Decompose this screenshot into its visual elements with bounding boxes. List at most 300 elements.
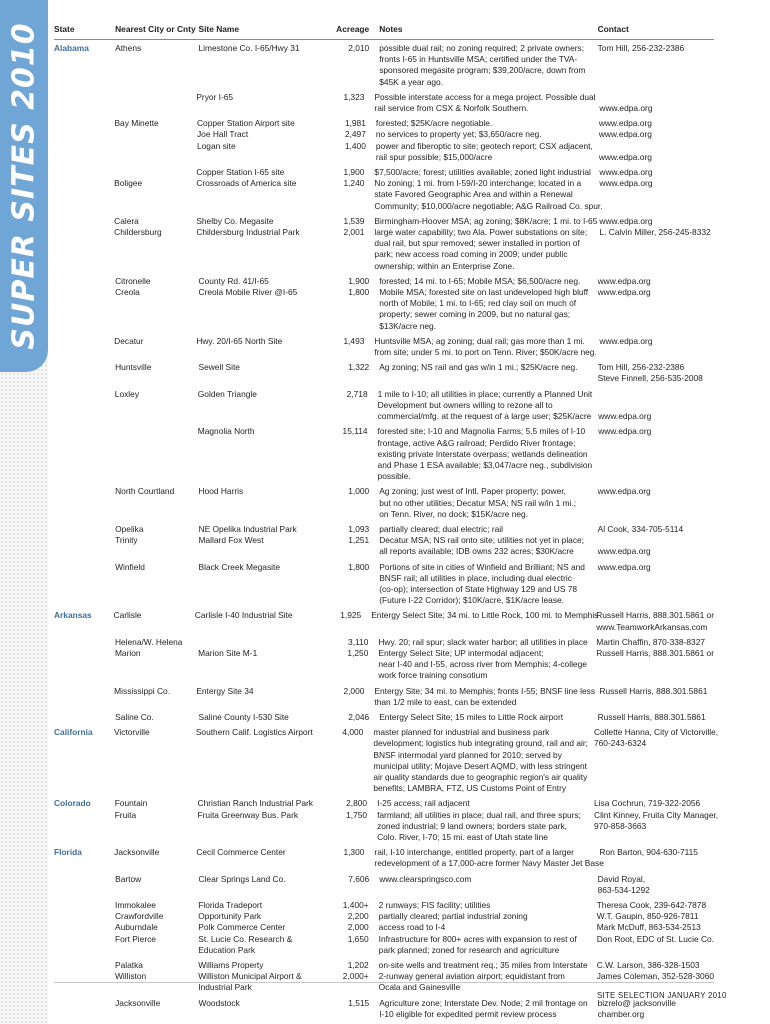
cell-acreage-line: 2,000 xyxy=(347,922,369,933)
cell-city xyxy=(115,389,198,423)
cell-notes-line: partially cleared; partial industrial zoning xyxy=(378,911,528,922)
cell-state xyxy=(54,486,115,520)
cell-notes-line: property; sewer coming in 2009, but no natural gas; xyxy=(379,309,571,320)
cell-acreage xyxy=(318,610,371,632)
cell-contact-line: Ron Barton, 904-630-7115 xyxy=(599,847,698,858)
cell-site-line: Limestone Co. I-65/Hwy 31 xyxy=(198,43,300,53)
cell-city-line: Marion xyxy=(114,647,141,658)
cell-notes xyxy=(373,727,588,794)
cell-city-line: Bartow xyxy=(115,873,142,884)
cell-site-line: Shelby Co. Megasite xyxy=(196,215,274,226)
cell-notes xyxy=(379,43,591,88)
cell-notes-line: municipal utility; Mojave Desert AQMD, with less stringent xyxy=(373,760,587,771)
cell-acreage-line: 1,650 xyxy=(347,933,369,944)
cell-notes-line: $13K/acre neg. xyxy=(379,320,437,331)
header-site: Site Name xyxy=(198,24,240,34)
cell-contact-line: www.edpa.org xyxy=(599,335,653,346)
cell-state xyxy=(54,637,115,682)
cell-acreage-line: 7,606 xyxy=(348,873,370,884)
header-contact: Contact xyxy=(597,24,629,34)
cell-acreage-line: 2,000+ xyxy=(342,971,369,982)
cell-city xyxy=(114,216,196,272)
cell-contact xyxy=(592,874,714,896)
cell-notes-line: (co-op); intersection of State Highway 129 and US 78 xyxy=(379,583,578,594)
cell-contact-line: Tom Hill, 256-232-2386 xyxy=(597,43,685,53)
cell-notes xyxy=(379,998,591,1020)
cell-contact-line xyxy=(598,400,714,411)
cell-contact-line: bizrelo@ jacksonville xyxy=(597,997,676,1008)
cell-state xyxy=(54,960,115,994)
table-row xyxy=(54,874,714,896)
cell-contact xyxy=(590,610,714,632)
cell-notes-line: farmland; all utilities in place; dual rail, and three spurs; xyxy=(377,809,581,820)
cell-contact-line: www.TeamworkArkansas.com xyxy=(596,621,708,632)
cell-notes-line: master planned for industrial and business park xyxy=(373,727,550,738)
cell-notes xyxy=(379,562,591,607)
cell-city-line: Bay Minette xyxy=(114,118,159,129)
section-title: SUPER SITES 2010 xyxy=(6,22,42,350)
table-header xyxy=(54,24,714,40)
cell-city-line xyxy=(114,167,196,178)
cell-city-line: Saline Co. xyxy=(115,711,154,722)
cell-notes-line: Entergy Select Site; 34 mi. to Little Rock, 100 mi. to Memphis xyxy=(371,610,599,621)
cell-city xyxy=(115,43,198,88)
cell-notes-line: I-25 access; rail adjacent xyxy=(377,798,470,809)
cell-acreage-line: 1,322 xyxy=(348,362,370,373)
cell-city xyxy=(115,637,198,682)
cell-contact-line: Clint Kinney, Fruita City Manager, xyxy=(594,809,719,820)
cell-notes-line: I-10 eligible for expedited permit review process xyxy=(379,1008,557,1019)
cell-acreage xyxy=(320,727,374,794)
table-row xyxy=(54,336,714,358)
cell-contact-line: Al Cook, 334-705-5114 xyxy=(597,523,684,534)
cell-state xyxy=(54,562,115,607)
cell-contact xyxy=(593,92,714,114)
cell-site xyxy=(195,610,318,632)
cell-state xyxy=(54,686,114,708)
cell-site-line: Opportunity Park xyxy=(198,911,262,922)
table-row xyxy=(54,92,714,114)
cell-state xyxy=(54,389,115,423)
cell-city-line xyxy=(115,982,198,993)
cell-acreage xyxy=(323,389,377,423)
table-row xyxy=(54,389,714,423)
cell-city xyxy=(115,874,198,896)
cell-notes-line: near I-40 and I-55, across river from Memphis; 4-college xyxy=(378,659,587,670)
cell-acreage-line: 1,925 xyxy=(340,610,362,621)
cell-notes xyxy=(377,798,588,843)
cell-city-line: Decatur xyxy=(114,335,144,346)
cell-site xyxy=(196,216,320,272)
cell-notes-line: Possible interstate access for a mega project. Possible dual xyxy=(374,91,596,102)
cell-notes-line: frontage, active A&G railroad; Perdido River frontage; xyxy=(377,437,576,448)
cell-site-line: Sewell Site xyxy=(198,362,240,373)
cell-acreage xyxy=(320,216,374,272)
cell-city xyxy=(115,798,198,843)
cell-site-line: Pryor I-65 xyxy=(196,91,234,102)
cell-site-line: Southern Calif. Logistics Airport xyxy=(195,727,313,738)
cell-notes-line: no services to property yet; $3,650/acre neg. xyxy=(375,129,542,140)
table-row xyxy=(54,637,714,682)
table-row xyxy=(54,727,719,794)
cell-contact-line: www.edpa.org xyxy=(598,118,652,129)
cell-site xyxy=(198,960,324,994)
side-tab xyxy=(0,0,48,372)
cell-contact xyxy=(588,727,719,794)
cell-site-line xyxy=(198,637,324,648)
cell-contact-line: Theresa Cook, 239-642-7878 xyxy=(596,900,707,911)
cell-acreage-line: 1,493 xyxy=(343,335,365,346)
cell-acreage-line: 1,539 xyxy=(343,215,365,226)
cell-contact-line: L. Calvin Miller, 256-245-8332 xyxy=(599,227,711,238)
cell-notes-line: air quality standards due to geographic region's air quality xyxy=(373,771,588,782)
cell-city xyxy=(115,960,198,994)
cell-acreage-line: 15,114 xyxy=(342,426,368,437)
cell-contact-line: 760-243-6324 xyxy=(593,738,647,749)
cell-notes-line: state Favored Geographic Area and within a Renewal xyxy=(374,189,573,200)
cell-state xyxy=(54,998,115,1020)
cell-site xyxy=(196,336,320,358)
cell-city-line: Trinity xyxy=(115,535,138,546)
cell-site-line: County Rd. 41/I-65 xyxy=(198,275,269,286)
cell-notes-line: Hwy. 20; rail spur; slack water harbor; all utilities in place xyxy=(378,636,588,647)
cell-city xyxy=(114,336,196,358)
cell-notes xyxy=(374,335,597,358)
cell-notes xyxy=(378,637,590,682)
table-row xyxy=(54,900,714,956)
cell-acreage xyxy=(323,426,377,482)
cell-notes-line: Decatur MSA; NS rail onto site; utilities not yet in place; xyxy=(379,535,585,546)
cell-acreage xyxy=(320,92,374,114)
cell-site xyxy=(198,798,323,843)
cell-contact-line: Martin Chaffin, 870-338-8327 xyxy=(596,636,706,647)
cell-city-line: Williston xyxy=(115,971,147,982)
cell-contact-line xyxy=(599,92,714,103)
cell-notes-line: (Future I-22 Corridor); $10K/acre, $1K/acre lease. xyxy=(379,595,565,606)
cell-city-line xyxy=(115,426,198,437)
footer-rule xyxy=(54,982,714,983)
cell-acreage xyxy=(325,43,380,88)
cell-notes-line: ownership; within an Enterprise Zone. xyxy=(374,260,515,271)
cell-notes-line: north of Mobile; 1 mi. to I-65; red clay soil on much of xyxy=(379,298,577,309)
table-body xyxy=(54,43,719,1020)
cell-city-line: Winfield xyxy=(115,561,145,572)
cell-acreage xyxy=(325,524,380,558)
cell-city xyxy=(115,486,198,520)
cell-acreage-line: 1,251 xyxy=(348,535,370,546)
cell-site xyxy=(196,847,320,869)
cell-notes-line: forested; $25K/acre negotiable. xyxy=(375,118,493,129)
cell-acreage-line: 1,515 xyxy=(348,997,370,1008)
cell-city-line: Crawfordville xyxy=(115,911,164,922)
cell-acreage xyxy=(325,362,380,384)
cell-contact xyxy=(592,998,714,1020)
cell-notes-line: partially cleared; dual electric; rail xyxy=(379,523,504,534)
cell-notes-line: access road to I-4 xyxy=(378,922,446,933)
header-acreage: Acreage xyxy=(336,24,370,34)
cell-city-line: Fort Pierce xyxy=(115,933,156,944)
cell-state xyxy=(54,524,115,558)
cell-state xyxy=(54,216,114,272)
cell-notes-line: Agriculture zone; Interstate Dev. Node; 2 mil frontage on xyxy=(379,997,588,1008)
cell-notes-line: Portions of site in cities of Winfield and Brilliant; NS and xyxy=(379,561,585,572)
cell-city-line: Palatka xyxy=(115,960,143,971)
cell-site-line: NE Opelika Industrial Park xyxy=(198,523,297,534)
cell-state xyxy=(54,167,114,212)
cell-contact xyxy=(592,426,714,482)
cell-state: Florida xyxy=(54,847,82,858)
cell-acreage xyxy=(324,637,379,682)
cell-notes-line: on-site wells and treatment req.; 35 miles from Interstate xyxy=(378,960,588,971)
cell-city xyxy=(114,686,196,708)
cell-notes-line: forested site; I-10 and Magnolia Farms; 5.5 miles of I-10 xyxy=(377,426,586,437)
cell-site-line: Crossroads of America site xyxy=(196,178,297,189)
cell-contact xyxy=(592,524,714,558)
cell-notes xyxy=(379,486,591,520)
cell-acreage-line: 1,981 xyxy=(344,118,366,129)
cell-contact-line: www.edpa.org xyxy=(598,426,652,437)
cell-notes-line: and Phase 1 ESA available; $3,047/acre neg., subdivision xyxy=(377,459,593,470)
cell-contact-line xyxy=(598,389,714,400)
cell-site xyxy=(196,92,320,114)
cell-state: Colorado xyxy=(54,798,91,809)
cell-notes-line: Colo. River, I-70; 15 mi. east of Utah state line xyxy=(377,832,548,842)
cell-notes xyxy=(374,685,596,708)
cell-city xyxy=(115,524,198,558)
cell-notes-line: rail spur possible; $15,000/acre xyxy=(375,151,493,162)
cell-notes xyxy=(379,276,591,332)
cell-contact xyxy=(593,686,714,708)
cell-state xyxy=(54,874,115,896)
table-row xyxy=(54,362,714,384)
cell-notes-line: No zoning; 1 mi. from I-59/I-20 interchange; located in a xyxy=(374,178,582,189)
cell-state: Alabama xyxy=(54,43,89,53)
table-row xyxy=(54,426,714,482)
cell-notes-line: than 1/2 mile to east, can be extended xyxy=(374,696,517,707)
cell-site-line: Fruita Greenway Bus. Park xyxy=(197,809,299,820)
cell-site xyxy=(197,118,322,163)
cell-acreage-line: 1,800 xyxy=(348,561,370,572)
cell-contact-line: www.edpa.org xyxy=(598,129,652,140)
cell-notes-line: BNSF intermodal yard planned for 2010; served by xyxy=(373,749,562,760)
cell-acreage-line: 2,000 xyxy=(343,685,365,696)
cell-site-line: Copper Station Airport site xyxy=(196,118,295,129)
cell-contact-line: David Royal, xyxy=(597,873,646,884)
cell-state xyxy=(54,276,115,332)
cell-acreage xyxy=(322,118,376,163)
cell-site-line: Industrial Park xyxy=(198,982,252,993)
cell-notes-line: Ocala and Gainesville xyxy=(378,982,461,993)
cell-acreage-line: 1,250 xyxy=(347,647,369,658)
cell-contact-line: 863-534-1292 xyxy=(597,884,650,895)
cell-notes-line: development; logistics hub integrating ground, rail and air; xyxy=(373,738,588,749)
cell-contact xyxy=(593,216,714,272)
cell-contact-line: www.edpa.org xyxy=(598,411,652,422)
cell-contact-line: Don Root, EDC of St. Lucie Co. xyxy=(596,933,714,944)
cell-acreage-line: 1,000 xyxy=(348,486,370,497)
cell-acreage-line: 1,202 xyxy=(347,960,369,971)
cell-city-line: Citronelle xyxy=(115,275,151,286)
cell-site-line: Woodstock xyxy=(198,997,240,1008)
cell-acreage-line: 2,010 xyxy=(348,43,370,53)
cell-city-line: Calera xyxy=(114,215,139,226)
cell-city xyxy=(114,727,196,794)
cell-city-line: Opelika xyxy=(115,523,144,534)
header-notes: Notes xyxy=(379,24,403,34)
cell-city-line: Creola xyxy=(115,287,140,298)
cell-contact xyxy=(592,712,714,723)
cell-notes-line: 2-runway general aviation airport; equidistant from xyxy=(378,971,565,982)
cell-notes-line: commercial/mfg. at the request of a large user; $25K/acre xyxy=(377,411,592,422)
cell-site xyxy=(199,712,325,723)
header-state: State xyxy=(54,24,75,34)
cell-contact-line: Mark McDuff, 863-534-2513 xyxy=(596,922,701,933)
cell-acreage xyxy=(320,847,374,869)
cell-city-line: Jacksonville xyxy=(115,997,161,1008)
cell-contact-line: Lisa Cochrun, 719-322-2056 xyxy=(594,798,701,809)
cell-notes-line: Entergy Select Site; UP intermodal adjacent; xyxy=(378,647,544,658)
cell-notes-line: benefits; LAMBRA, FTZ, US Customs Point of Entry xyxy=(373,783,567,794)
cell-acreage-line: 2,046 xyxy=(348,711,370,722)
cell-site-line: Black Creek Megasite xyxy=(198,561,280,572)
table-row xyxy=(54,524,714,558)
cell-site-line: Williams Property xyxy=(198,960,264,971)
cell-acreage xyxy=(325,276,380,332)
cell-contact-line: chamber.org xyxy=(597,1008,645,1019)
cell-site-line: Creola Mobile River @I-65 xyxy=(198,287,298,298)
cell-contact-line xyxy=(598,535,714,546)
cell-notes-line: Entergy Select Site; 15 miles to Little Rock airport xyxy=(379,711,564,722)
cell-site-line: Clear Springs Land Co. xyxy=(198,873,286,884)
cell-acreage-line: 1,300 xyxy=(343,847,365,858)
header-city: Nearest City or Cnty xyxy=(115,24,196,34)
cell-acreage-line: 2,718 xyxy=(346,388,368,399)
cell-site-line: Marion Site M-1 xyxy=(198,647,258,658)
cell-notes-line: redevelopment of a 17,000-acre former Navy Master Jet Base xyxy=(374,858,604,869)
cell-contact xyxy=(592,276,714,332)
cell-notes-line: 1 mile to I-10; all utilities in place; currently a Planned Unit xyxy=(377,388,593,399)
cell-notes-line: zoned industrial; 9 land owners; borders state park, xyxy=(377,820,568,831)
cell-acreage-line: 1,093 xyxy=(348,523,370,534)
cell-notes xyxy=(374,91,596,114)
cell-acreage-line: 2,001 xyxy=(343,227,365,238)
cell-notes xyxy=(371,610,599,632)
cell-notes-line: on Tenn. River, no dock; $15K/acre neg. xyxy=(379,508,529,519)
cell-city-line: Carlisle xyxy=(113,610,142,621)
cell-contact-line: Russell Harris, 888.301.5861 or xyxy=(596,610,714,621)
sites-table xyxy=(54,24,719,1020)
cell-city xyxy=(114,610,195,632)
cell-city xyxy=(115,362,198,384)
table-row xyxy=(54,712,714,723)
cell-city-line: Boligee xyxy=(114,178,143,189)
cell-site-line: Christian Ranch Industrial Park xyxy=(197,798,313,809)
table-row xyxy=(54,960,714,994)
cell-contact xyxy=(591,900,714,956)
cell-site xyxy=(199,43,325,88)
cell-notes xyxy=(379,362,591,384)
cell-contact xyxy=(593,847,714,869)
cell-contact-line: 970-858-3663 xyxy=(594,820,647,831)
cell-city-line: Fruita xyxy=(114,809,137,820)
cell-city-line: Loxley xyxy=(114,388,140,399)
cell-contact-line: www.edpa.org xyxy=(599,178,653,189)
cell-notes-line: possible dual rail; no zoning required; 2 private owners; xyxy=(379,43,585,53)
cell-site-line: Childersburg Industrial Park xyxy=(196,227,300,238)
cell-state xyxy=(54,426,115,482)
cell-site-line: Hwy. 20/I-65 North Site xyxy=(196,335,283,346)
cell-site-line: Education Park xyxy=(198,944,256,955)
cell-site-line: Carlisle I-40 Industrial Site xyxy=(194,610,293,621)
cell-contact-line: www.edpa.org xyxy=(598,151,652,162)
table-row xyxy=(54,276,714,332)
cell-contact-line: Steve Finnell, 256-535-2008 xyxy=(597,373,703,384)
cell-acreage-line: 2,497 xyxy=(344,129,366,140)
cell-acreage-line: 1,240 xyxy=(343,178,365,189)
cell-contact-line xyxy=(599,141,714,152)
cell-site xyxy=(199,362,325,384)
cell-notes-line: Community; $10,000/acre negotiable; A&G Railroad Co. spur. xyxy=(374,200,603,211)
cell-city-line: Mississippi Co. xyxy=(114,685,171,696)
cell-city xyxy=(115,712,198,723)
cell-contact-line: Russell Harris, 888.301.5861 or xyxy=(596,647,714,658)
page-footer: SITE SELECTION JANUARY 2010 xyxy=(597,991,727,1000)
cell-notes-line: all reports available; IDB owns 232 acres; $30K/acre xyxy=(379,546,574,557)
cell-acreage xyxy=(324,900,379,956)
cell-acreage-line: 3,110 xyxy=(348,636,369,647)
cell-contact-line: www.edpa.org xyxy=(599,215,653,226)
cell-site-line: Florida Tradeport xyxy=(198,900,263,911)
cell-city-line: Huntsville xyxy=(115,362,152,373)
cell-acreage xyxy=(320,167,374,212)
cell-site-line: Mallard Fox West xyxy=(198,535,264,546)
cell-acreage xyxy=(320,336,374,358)
cell-acreage xyxy=(325,712,380,723)
cell-contact-line: www.edpa.org xyxy=(597,287,651,298)
cell-contact-line: www.edpa.org xyxy=(597,561,651,572)
cell-notes-line: rail service from CSX & Norfolk Southern. xyxy=(374,103,529,114)
cell-city-line xyxy=(115,945,198,956)
cell-site-line: Magnolia North xyxy=(197,426,255,437)
cell-notes-line: Ag zoning; NS rail and gas w/in 1 mi.; $25K/acre neg. xyxy=(379,362,578,373)
cell-notes xyxy=(378,389,593,423)
cell-acreage xyxy=(325,562,380,607)
cell-notes xyxy=(379,900,591,956)
cell-state xyxy=(54,336,114,358)
cell-contact xyxy=(592,362,714,384)
cell-site xyxy=(199,486,325,520)
cell-contact-line: Russell Harris, 888.301.5861 xyxy=(597,711,706,722)
cell-notes xyxy=(379,712,591,723)
cell-city xyxy=(115,426,198,482)
cell-contact xyxy=(592,389,714,423)
cell-contact xyxy=(591,960,714,994)
cell-acreage-line: 1,400 xyxy=(344,140,366,151)
cell-notes xyxy=(379,874,591,896)
cell-notes-line: Entergy Site; 34 mi. to Memphis; fronts I-55; BNSF line less xyxy=(374,685,596,696)
cell-site-line: Cecil Commerce Center xyxy=(196,847,286,858)
cell-city-line: Helena/W. Helena xyxy=(114,636,183,647)
table-row xyxy=(54,686,714,708)
cell-site xyxy=(198,426,323,482)
cell-acreage-line: 2,800 xyxy=(346,798,368,809)
cell-site xyxy=(198,900,324,956)
cell-notes-line: work force training consotium xyxy=(378,670,488,681)
cell-site-line: Entergy Site 34 xyxy=(196,685,254,696)
cell-notes xyxy=(379,960,591,994)
cell-notes-line: park; new access road coming in 2009; under public xyxy=(374,249,568,260)
table-row xyxy=(54,998,714,1020)
